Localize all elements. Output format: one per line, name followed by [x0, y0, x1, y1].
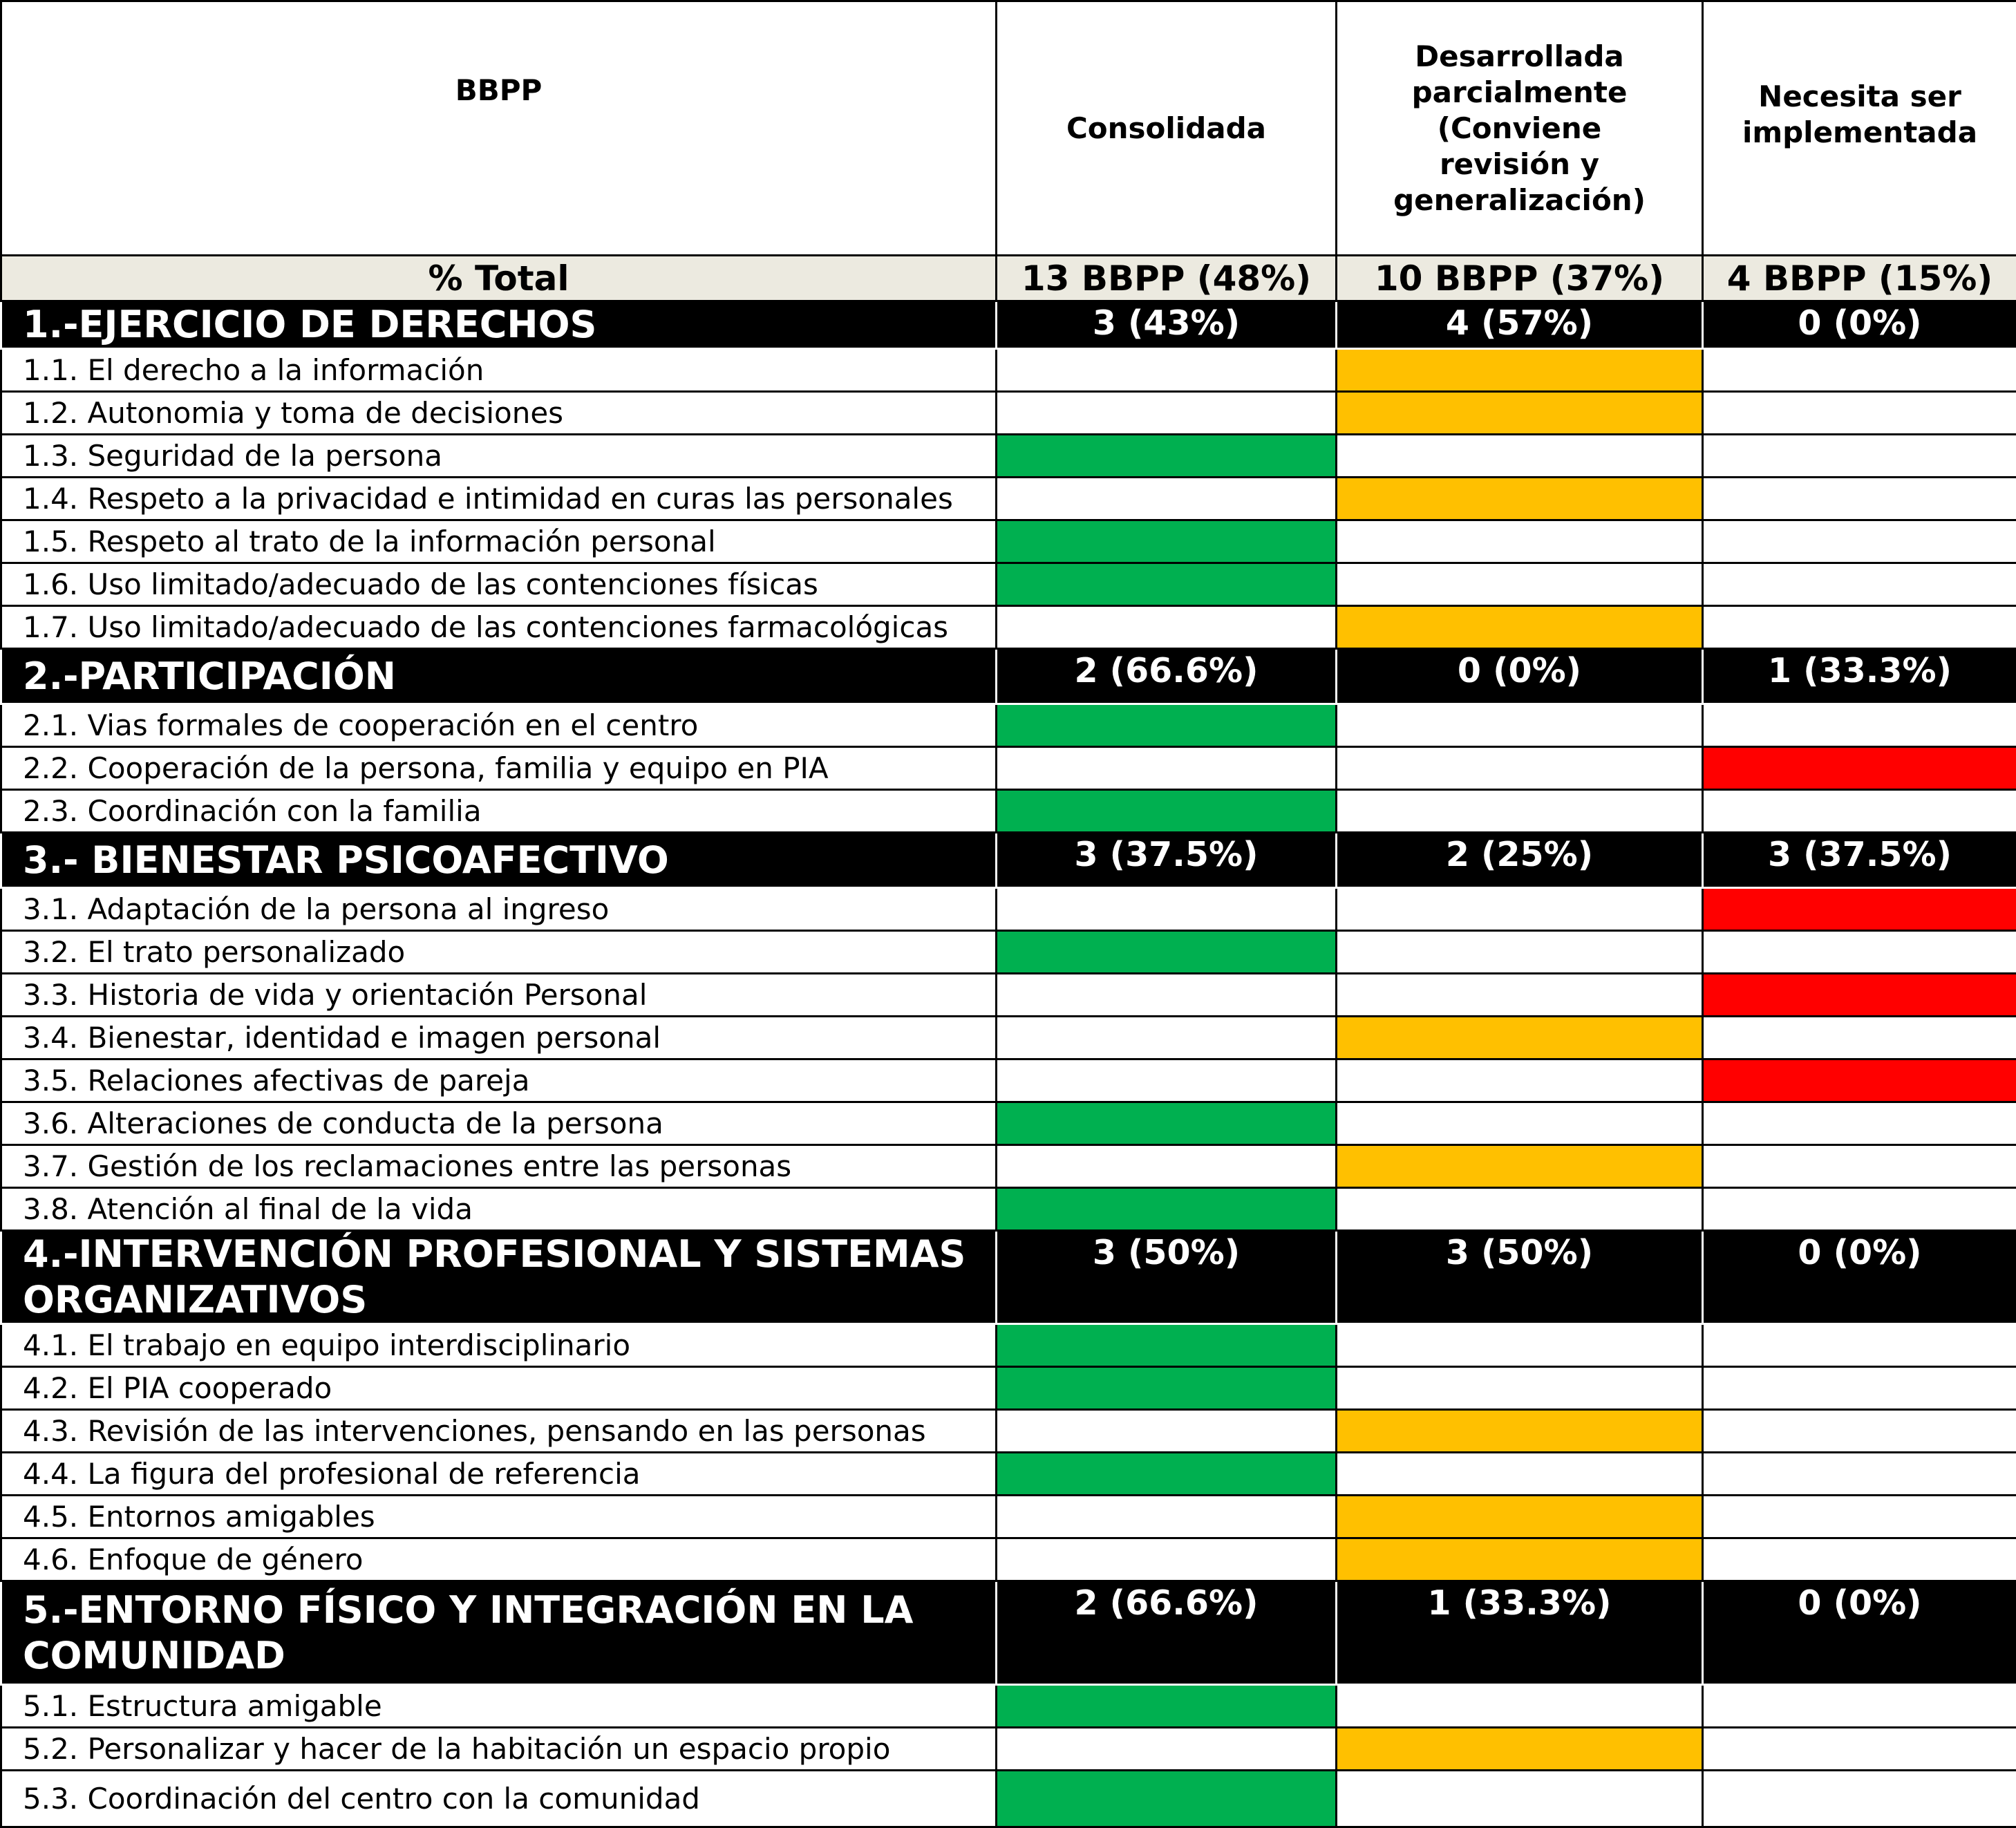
item-row: [1, 1538, 2016, 1581]
cell-consolidada: [997, 1410, 1337, 1453]
item-label: 3.4. Bienestar, identidad e imagen personal: [1, 1017, 997, 1059]
cell-desarrollada: [1337, 1059, 1703, 1102]
cell-necesita: [1703, 1102, 2016, 1145]
cell-necesita: [1703, 606, 2016, 649]
item-label: 3.2. El trato personalizado: [1, 931, 997, 974]
section-consolidada: 2 (66.6%): [997, 649, 1337, 704]
item-label: 3.3. Historia de vida y orientación Personal: [1, 974, 997, 1017]
cell-desarrollada: [1337, 1685, 1703, 1728]
cell-consolidada: [997, 392, 1337, 435]
cell-consolidada: [997, 974, 1337, 1017]
item-label: 5.2. Personalizar y hacer de la habitación un espacio propio: [1, 1728, 997, 1771]
cell-desarrollada: [1337, 520, 1703, 563]
cell-desarrollada: [1337, 888, 1703, 931]
section-title: 5.-ENTORNO FÍSICO Y INTEGRACIÓN EN LA COMUNIDAD: [1, 1581, 997, 1685]
cell-necesita-marked: [1703, 974, 2016, 1017]
header-row: [1, 1, 2016, 256]
cell-necesita: [1703, 1771, 2016, 1827]
header-bbpp: BBPP: [1, 1, 997, 256]
section-row: [1, 1231, 2016, 1324]
item-label: 2.3. Coordinación con la familia: [1, 790, 997, 833]
section-title: 4.-INTERVENCIÓN PROFESIONAL Y SISTEMAS ORGANIZATIVOS: [1, 1231, 997, 1324]
item-row: [1, 1017, 2016, 1059]
total-row: [1, 256, 2016, 301]
cell-desarrollada: [1337, 1188, 1703, 1231]
section-desarrollada: 3 (50%): [1337, 1231, 1703, 1324]
item-label: 1.1. El derecho a la información: [1, 349, 997, 392]
cell-consolidada: [997, 888, 1337, 931]
cell-desarrollada-marked: [1337, 392, 1703, 435]
section-necesita: 0 (0%): [1703, 1231, 2016, 1324]
item-row: [1, 520, 2016, 563]
header-desarrollada: Desarrollada parcialmente (Conviene revisión y generalización): [1337, 1, 1703, 256]
cell-consolidada-marked: [997, 1771, 1337, 1827]
cell-consolidada-marked: [997, 1324, 1337, 1367]
item-label: 4.1. El trabajo en equipo interdisciplinario: [1, 1324, 997, 1367]
cell-desarrollada: [1337, 931, 1703, 974]
section-necesita: 1 (33.3%): [1703, 649, 2016, 704]
cell-necesita: [1703, 790, 2016, 833]
cell-desarrollada: [1337, 704, 1703, 747]
cell-consolidada: [997, 478, 1337, 520]
cell-necesita: [1703, 1728, 2016, 1771]
item-row: [1, 790, 2016, 833]
section-desarrollada: 4 (57%): [1337, 301, 1703, 349]
cell-necesita: [1703, 1685, 2016, 1728]
item-row: [1, 606, 2016, 649]
item-row: [1, 478, 2016, 520]
section-necesita: 0 (0%): [1703, 1581, 2016, 1685]
cell-consolidada: [997, 1145, 1337, 1188]
item-label: 1.7. Uso limitado/adecuado de las contenciones farmacológicas: [1, 606, 997, 649]
item-label: 5.3. Coordinación del centro con la comunidad: [1, 1771, 997, 1827]
cell-consolidada-marked: [997, 520, 1337, 563]
section-consolidada: 2 (66.6%): [997, 1581, 1337, 1685]
cell-consolidada-marked: [997, 1453, 1337, 1496]
item-label: 4.4. La figura del profesional de referencia: [1, 1453, 997, 1496]
cell-desarrollada-marked: [1337, 1017, 1703, 1059]
cell-desarrollada-marked: [1337, 1496, 1703, 1538]
item-row: [1, 747, 2016, 790]
cell-desarrollada-marked: [1337, 1728, 1703, 1771]
cell-consolidada-marked: [997, 1685, 1337, 1728]
cell-consolidada-marked: [997, 704, 1337, 747]
section-consolidada: 3 (50%): [997, 1231, 1337, 1324]
item-label: 3.1. Adaptación de la persona al ingreso: [1, 888, 997, 931]
item-label: 1.6. Uso limitado/adecuado de las contenciones físicas: [1, 563, 997, 606]
cell-necesita-marked: [1703, 1059, 2016, 1102]
section-row: [1, 1581, 2016, 1685]
section-necesita: 3 (37.5%): [1703, 833, 2016, 888]
item-row: [1, 931, 2016, 974]
cell-desarrollada: [1337, 1324, 1703, 1367]
cell-consolidada-marked: [997, 1102, 1337, 1145]
cell-desarrollada: [1337, 563, 1703, 606]
item-row: [1, 1453, 2016, 1496]
item-label: 4.2. El PIA cooperado: [1, 1367, 997, 1410]
cell-necesita: [1703, 563, 2016, 606]
cell-necesita: [1703, 1410, 2016, 1453]
cell-desarrollada: [1337, 1453, 1703, 1496]
cell-desarrollada: [1337, 790, 1703, 833]
item-row: [1, 1685, 2016, 1728]
cell-desarrollada-marked: [1337, 1145, 1703, 1188]
cell-necesita-marked: [1703, 747, 2016, 790]
item-row: [1, 1324, 2016, 1367]
cell-consolidada-marked: [997, 1367, 1337, 1410]
cell-consolidada: [997, 349, 1337, 392]
item-label: 3.5. Relaciones afectivas de pareja: [1, 1059, 997, 1102]
section-desarrollada: 0 (0%): [1337, 649, 1703, 704]
cell-consolidada: [997, 606, 1337, 649]
item-label: 4.3. Revisión de las intervenciones, pensando en las personas: [1, 1410, 997, 1453]
cell-desarrollada: [1337, 1771, 1703, 1827]
section-row: [1, 649, 2016, 704]
cell-consolidada-marked: [997, 1188, 1337, 1231]
section-consolidada: 3 (37.5%): [997, 833, 1337, 888]
cell-necesita: [1703, 1367, 2016, 1410]
item-label: 1.5. Respeto al trato de la información personal: [1, 520, 997, 563]
section-row: [1, 301, 2016, 349]
cell-necesita: [1703, 931, 2016, 974]
cell-necesita: [1703, 349, 2016, 392]
section-consolidada: 3 (43%): [997, 301, 1337, 349]
cell-desarrollada-marked: [1337, 1410, 1703, 1453]
item-row: [1, 1059, 2016, 1102]
section-title: 2.-PARTICIPACIÓN: [1, 649, 997, 704]
cell-desarrollada: [1337, 1102, 1703, 1145]
cell-desarrollada: [1337, 974, 1703, 1017]
header-consolidada: Consolidada: [997, 1, 1337, 256]
item-row: [1, 1771, 2016, 1827]
cell-necesita: [1703, 704, 2016, 747]
cell-consolidada: [997, 1496, 1337, 1538]
section-necesita: 0 (0%): [1703, 301, 2016, 349]
item-label: 5.1. Estructura amigable: [1, 1685, 997, 1728]
cell-desarrollada-marked: [1337, 478, 1703, 520]
section-title: 3.- BIENESTAR PSICOAFECTIVO: [1, 833, 997, 888]
item-row: [1, 563, 2016, 606]
cell-consolidada-marked: [997, 790, 1337, 833]
section-row: [1, 833, 2016, 888]
cell-desarrollada: [1337, 435, 1703, 478]
cell-necesita: [1703, 520, 2016, 563]
item-label: 3.8. Atención al final de la vida: [1, 1188, 997, 1231]
item-label: 3.7. Gestión de los reclamaciones entre las personas: [1, 1145, 997, 1188]
cell-desarrollada: [1337, 747, 1703, 790]
item-label: 3.6. Alteraciones de conducta de la persona: [1, 1102, 997, 1145]
header-necesita: Necesita ser implementada: [1703, 1, 2016, 256]
cell-necesita: [1703, 1188, 2016, 1231]
cell-consolidada-marked: [997, 931, 1337, 974]
total-consolidada: 13 BBPP (48%): [997, 256, 1337, 301]
total-desarrollada: 10 BBPP (37%): [1337, 256, 1703, 301]
item-row: [1, 1410, 2016, 1453]
cell-necesita: [1703, 435, 2016, 478]
item-row: [1, 974, 2016, 1017]
cell-necesita: [1703, 1017, 2016, 1059]
item-row: [1, 888, 2016, 931]
cell-necesita-marked: [1703, 888, 2016, 931]
cell-necesita: [1703, 1324, 2016, 1367]
cell-necesita: [1703, 392, 2016, 435]
item-label: 4.6. Enfoque de género: [1, 1538, 997, 1581]
cell-desarrollada-marked: [1337, 606, 1703, 649]
cell-consolidada: [997, 1728, 1337, 1771]
cell-consolidada: [997, 1538, 1337, 1581]
cell-desarrollada-marked: [1337, 1538, 1703, 1581]
item-row: [1, 349, 2016, 392]
section-title: 1.-EJERCICIO DE DERECHOS: [1, 301, 997, 349]
item-label: 4.5. Entornos amigables: [1, 1496, 997, 1538]
section-desarrollada: 2 (25%): [1337, 833, 1703, 888]
cell-necesita: [1703, 1538, 2016, 1581]
cell-necesita: [1703, 1145, 2016, 1188]
cell-necesita: [1703, 1453, 2016, 1496]
cell-desarrollada: [1337, 1367, 1703, 1410]
item-row: [1, 1145, 2016, 1188]
item-row: [1, 392, 2016, 435]
item-label: 2.1. Vias formales de cooperación en el centro: [1, 704, 997, 747]
cell-consolidada: [997, 747, 1337, 790]
item-row: [1, 1367, 2016, 1410]
item-row: [1, 704, 2016, 747]
item-label: 1.4. Respeto a la privacidad e intimidad en curas las personales: [1, 478, 997, 520]
cell-consolidada-marked: [997, 435, 1337, 478]
item-row: [1, 1496, 2016, 1538]
total-label: % Total: [1, 256, 997, 301]
item-label: 1.2. Autonomia y toma de decisiones: [1, 392, 997, 435]
cell-desarrollada-marked: [1337, 349, 1703, 392]
item-row: [1, 1188, 2016, 1231]
cell-necesita: [1703, 1496, 2016, 1538]
item-row: [1, 435, 2016, 478]
cell-consolidada-marked: [997, 563, 1337, 606]
cell-consolidada: [997, 1017, 1337, 1059]
item-row: [1, 1728, 2016, 1771]
total-necesita: 4 BBPP (15%): [1703, 256, 2016, 301]
cell-consolidada: [997, 1059, 1337, 1102]
item-label: 2.2. Cooperación de la persona, familia y equipo en PIA: [1, 747, 997, 790]
section-desarrollada: 1 (33.3%): [1337, 1581, 1703, 1685]
item-label: 1.3. Seguridad de la persona: [1, 435, 997, 478]
item-row: [1, 1102, 2016, 1145]
cell-necesita: [1703, 478, 2016, 520]
